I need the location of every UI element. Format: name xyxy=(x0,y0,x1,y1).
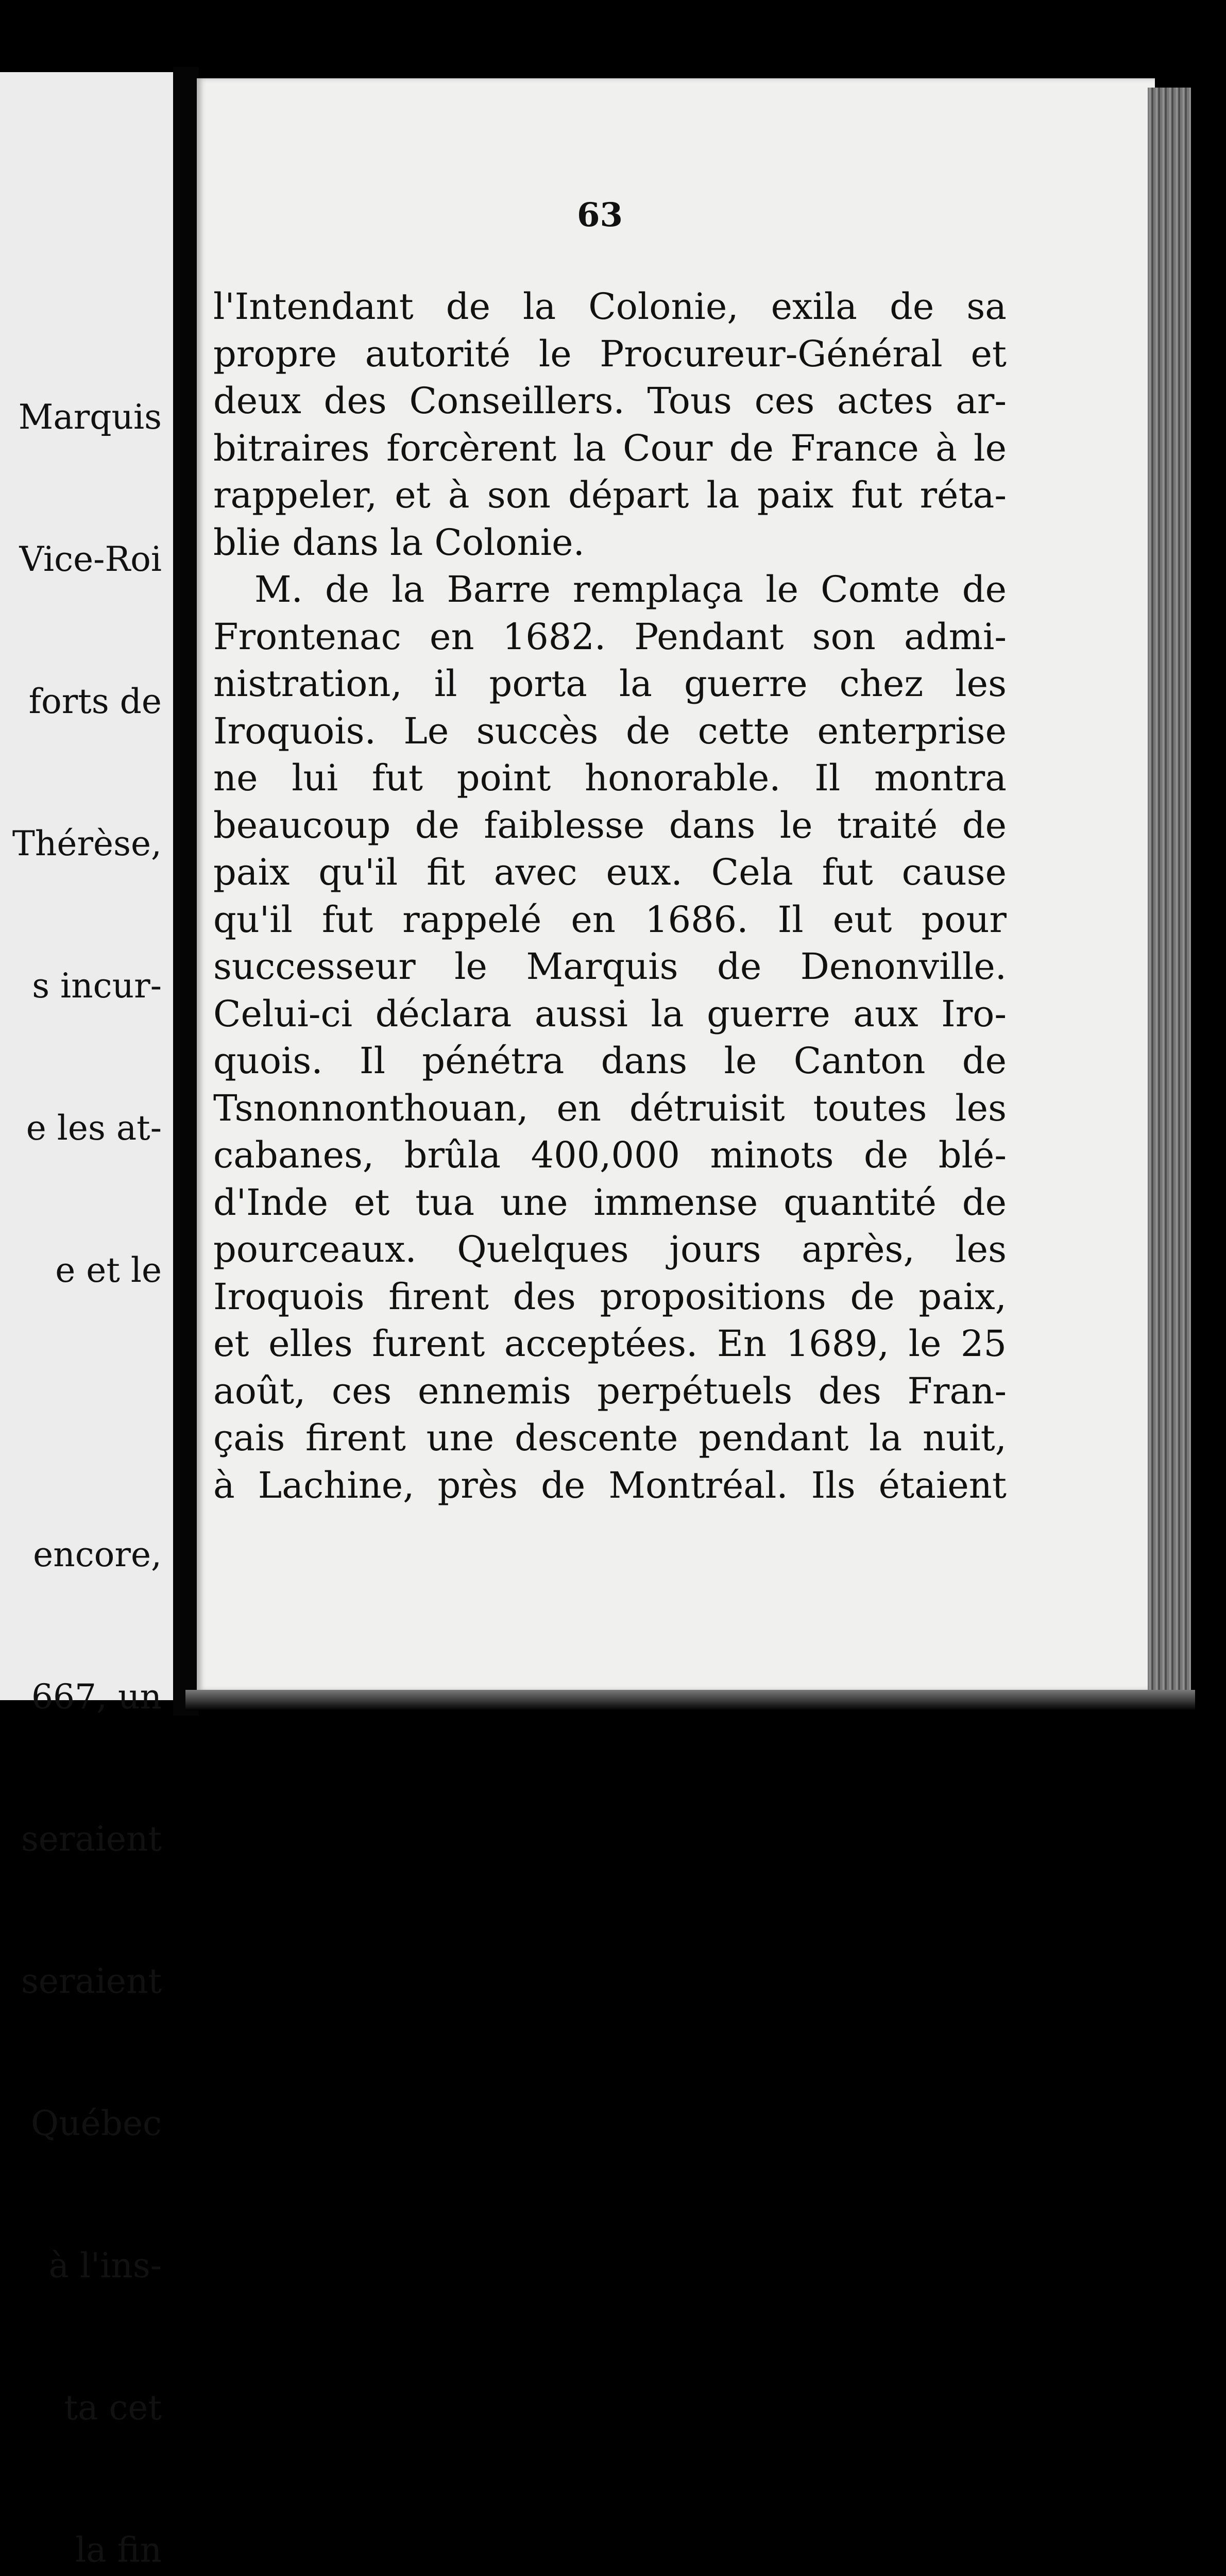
left-line: Marquis xyxy=(18,397,162,437)
left-line: 667, un xyxy=(31,1677,162,1717)
text-line: Iroquois. Le succès de cette enterprise xyxy=(213,709,1007,752)
page-edge xyxy=(1148,88,1191,1690)
text-line: quois. Il pénétra dans le Canton de xyxy=(213,1040,1007,1082)
text-line: qu'il fut rappelé en 1686. Il eut pour xyxy=(213,898,1007,941)
text-line: pourceaux. Quelques jours après, les xyxy=(213,1228,1007,1270)
left-line: seraient xyxy=(21,1819,162,1859)
left-line: Thérèse, xyxy=(12,824,162,863)
text-line: Tsnonnonthouan, en détruisit toutes les xyxy=(213,1087,1007,1129)
text-line: successeur le Marquis de Denonville. xyxy=(213,945,1007,988)
left-line: s incur- xyxy=(32,966,162,1006)
text-line: l'Intendant de la Colonie, exila de sa xyxy=(213,285,1007,328)
left-line xyxy=(0,1389,162,1436)
left-line: e les at- xyxy=(26,1108,162,1148)
text-line: çais firent une descente pendant la nuit, xyxy=(213,1417,1007,1459)
left-page-text xyxy=(0,299,162,2576)
left-line: Québec xyxy=(31,2104,162,2143)
left-line: Vice-Roi xyxy=(19,539,162,579)
text-line: deux des Conseillers. Tous ces actes ar- xyxy=(213,380,1007,422)
left-line: la fin xyxy=(75,2530,162,2570)
page-number: 63 xyxy=(577,196,623,234)
left-line: e et le xyxy=(55,1250,162,1290)
text-line: propre autorité le Procureur-Général et xyxy=(213,332,1007,375)
left-line: encore, xyxy=(33,1535,162,1574)
left-page xyxy=(0,72,175,2570)
text-line: ne lui fut point honorable. Il montra xyxy=(213,757,1007,799)
text-line: blie dans la Colonie. xyxy=(213,521,585,564)
left-line: seraient xyxy=(21,1961,162,2001)
text-line: Frontenac en 1682. Pendant son admi- xyxy=(213,615,1007,658)
text-line: à Lachine, près de Montréal. Ils étaient xyxy=(213,1464,1007,1506)
text-line: rappeler, et à son départ la paix fut réta- xyxy=(213,474,1007,516)
bottom-shadow xyxy=(185,1690,1195,1710)
text-line: août, ces ennemis perpétuels des Fran- xyxy=(213,1369,1007,1412)
text-line: cabanes, brûla 400,000 minots de blé- xyxy=(213,1134,1007,1176)
left-line: ta cet xyxy=(64,2388,162,2428)
body-text xyxy=(213,283,1007,1509)
text-line: beaucoup de faiblesse dans le traité de xyxy=(213,804,1007,846)
text-line: d'Inde et tua une immense quantité de xyxy=(213,1181,1007,1224)
text-line: bitraires forcèrent la Cour de France à le xyxy=(213,427,1007,469)
text-line: M. de la Barre remplaça le Comte de xyxy=(254,568,1007,611)
left-line: forts de xyxy=(28,682,162,721)
book-gutter xyxy=(173,67,199,1716)
text-line: paix qu'il fit avec eux. Cela fut cause xyxy=(213,851,1007,893)
text-line: et elles furent acceptées. En 1689, le 25 xyxy=(213,1323,1007,1365)
text-line: Celui-ci déclara aussi la guerre aux Iro- xyxy=(213,992,1007,1035)
left-line: à l'ins- xyxy=(48,2246,162,2285)
text-line: Iroquois firent des propositions de paix, xyxy=(213,1275,1007,1318)
text-line: nistration, il porta la guerre chez les xyxy=(213,663,1007,705)
